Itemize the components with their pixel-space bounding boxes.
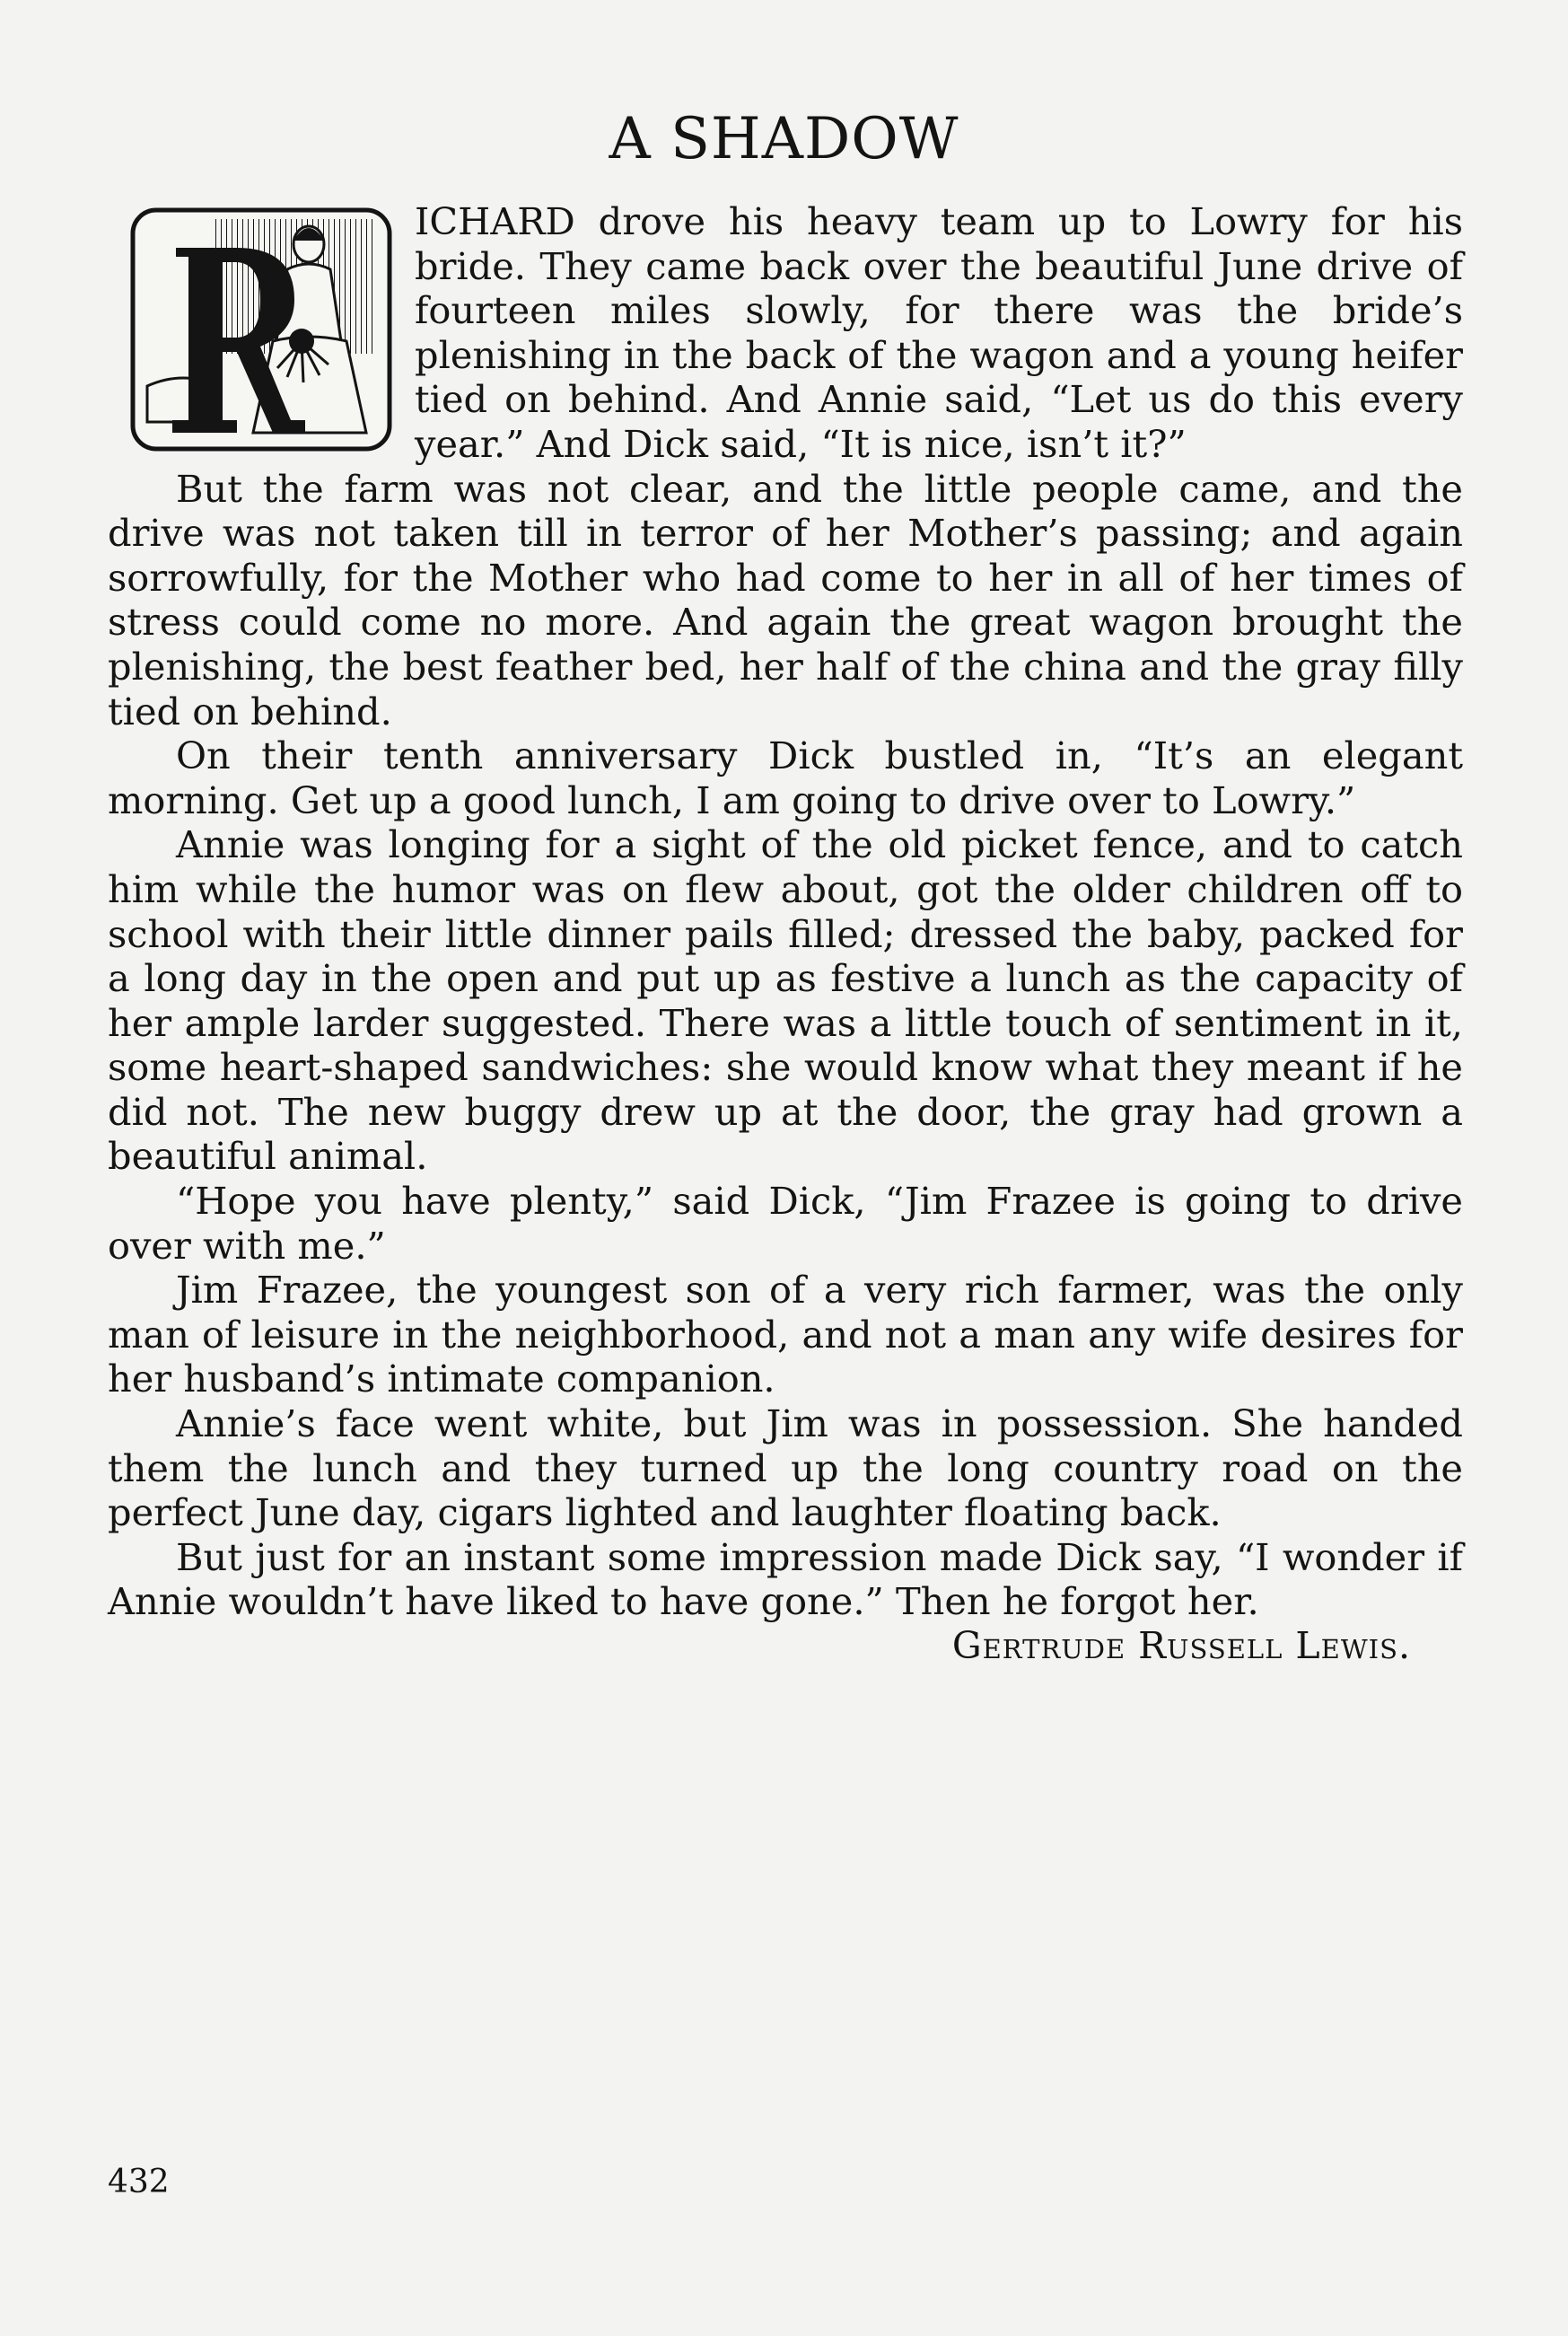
paragraph: Annie’s face went white, but Jim was in possession. She handed them the lunch and they turned up the long country road on the perfect June day, cigars lighted and laughter floating back. [108, 1401, 1463, 1535]
paragraph: Annie was longing for a sight of the old picket fence, and to catch him while the humor was on flew about, got the older children off to school with their little dinner pails filled; dressed the baby, packed for a long day in the open and put up as festive a lunch as the capacity of her ample larder suggested. There was a little touch of sentiment in it, some heart-shaped sandwiches: she would know what they meant if he did not. The new buggy drew up at the door, the gray had grown a beautiful animal. [108, 822, 1463, 1179]
paragraph: Jim Frazee, the youngest son of a very rich farmer, was the only man of leisure in the neighborhood, and not a man any wife desires for her husband’s intimate companion. [108, 1268, 1463, 1401]
article-body [108, 199, 1463, 1669]
paragraph: On their tenth anniversary Dick bustled in, “It’s an elegant morning. Get up a good lunch, I am going to drive over to Lowry.” [108, 733, 1463, 822]
decorative-drop-cap-r [129, 206, 393, 452]
paragraph: “Hope you have plenty,” said Dick, “Jim Frazee is going to drive over with me.” [108, 1179, 1463, 1268]
opening-paragraph: ICHARD drove his heavy team up to Lowry for his bride. They came back over the beautiful June drive of fourteen miles slowly, for there was the bride’s plenishing in the back of the wagon and a young heifer tied on behind. And Annie said, “Let us do this every year.” And Dick said, “It is nice, isn’t it?” [415, 199, 1463, 466]
drop-cap-illustration [129, 206, 393, 452]
paragraph: But just for an instant some impression made Dick say, “I wonder if Annie wouldn’t have liked to have gone.” Then he forgot her. [108, 1534, 1463, 1624]
page-number: 432 [108, 2164, 170, 2200]
paragraph: But the farm was not clear, and the little people came, and the drive was not taken till in terror of her Mother’s passing; and again sorrowfully, for the Mother who had come to her in all of her times of stress could come no more. And again the great wagon brought the plenishing, the best feather bed, her half of the china and the gray filly tied on behind. [108, 466, 1463, 733]
author-signature: Gertrude Russell Lewis. [951, 1624, 1411, 1667]
article-title: A SHADOW [609, 106, 959, 172]
